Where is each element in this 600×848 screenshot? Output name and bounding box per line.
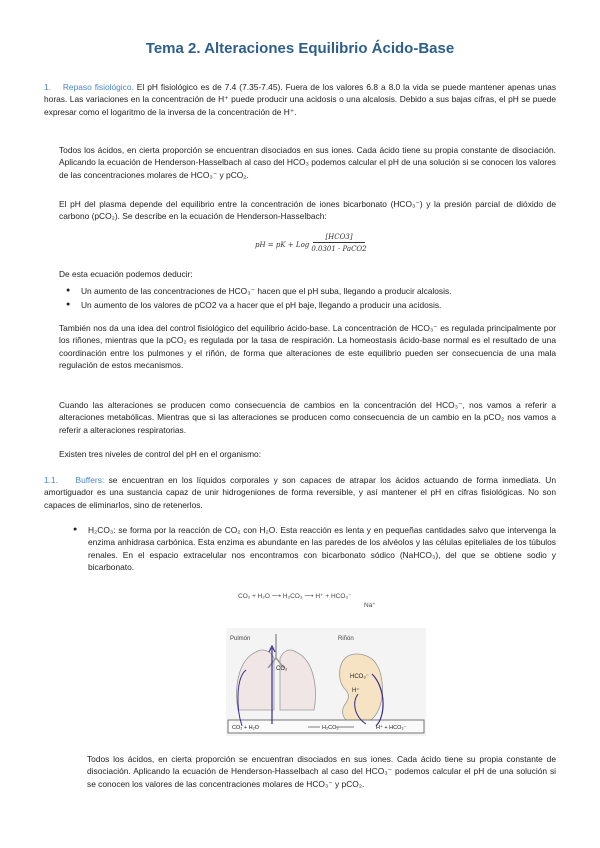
band-left-label: CO₂ + H₂O <box>232 725 260 731</box>
section-1-paragraph <box>44 81 556 118</box>
deduction-list <box>66 285 556 314</box>
reaction-line: CO₂ + H₂O ⟶ H₂CO₃ ⟶ H⁺ + HCO₃⁻ <box>238 593 352 600</box>
kidney-label: Riñón <box>338 636 354 642</box>
buffer-list <box>73 524 556 576</box>
kidney-shape <box>340 654 383 725</box>
co2-label: CO₂ <box>276 666 288 672</box>
list-item: ● Un aumento de las concentraciones de HCO₃⁻ hacen que el pH suba, llegando a producir alcalosis. <box>66 285 556 297</box>
h-label: H⁺ <box>352 688 360 694</box>
lung-kidney-figure <box>226 628 426 736</box>
section-1-text: El pH fisiológico es de 7.4 (7.35-7.45). Fuera de los valores 6.8 a 8.0 la vida se puede mantener apenas unas horas. Las variaciones en la concentración de H⁺ puede producir una acidosis o una alcalosis. Debido a sus bajas cifras, el pH se puede expresar como el logaritmo de la inversa de la concentración de H⁺. <box>44 82 557 117</box>
paragraph-control-fisiologico: También nos da una idea del control fisiológico del equilibrio ácido-base. La concentración de HCO₃⁻ es regulada principalmente por los riñones, mientras que la pCO₂ es regulada por la tasa de respiración. La homeostasis ácido-base normal es el resultado de una coordinación entre los pulmones y el riñón, de forma que alteraciones de este equilibrio pueden ser consecuencia de una mala regulación de estos mecanismos. <box>59 323 556 371</box>
henderson-hasselbach-formula <box>255 232 365 258</box>
page-title: Tema 2. Alteraciones Equilibrio Ácido-Base <box>145 40 455 57</box>
paragraph-plasma-ph: El pH del plasma depende del equilibrio entre la concentración de iones bicarbonato (HCO₃⁻) y la presión parcial de dióxido de carbono (pCO₂). Se describe en la ecuación de Henderson-Hasselbach: <box>59 199 556 222</box>
section-1-1-text: se encuentran en los líquidos corporales y son capaces de atrapar los ácidos actuando de forma inmediata. Un amortiguador es una sustancia capaz de unir hidrogeniones de forma reversible, y así mantener el pH en cifras fisiológicas. No son capaces de eliminarlos, sino de retenerlos. <box>44 475 557 510</box>
hco3-label: HCO₃⁻ <box>350 674 369 680</box>
buffer-text: se forma por la reacción de CO₂ con H₂O. Esta reacción es lenta y en pequeñas cantidades salvo que intervenga la enzima anhidrasa carbónica. Esta enzima es abundante en las paredes de los alvéolos y las células epiteliales de los túbulos renales. En el espacio extracelular nos encontramos con bicarbonato sódico (NaHCO₃), del que se obtiene sodio y bicarbonato. <box>88 525 556 573</box>
lung-label: Pulmón <box>230 636 251 642</box>
reaction-sodium: Na⁺ <box>364 602 376 609</box>
lung-kidney-diagram <box>226 628 426 736</box>
section-1-1-paragraph <box>44 474 556 511</box>
band-mid-label: H₂CO₃ <box>322 725 339 731</box>
formula-denominator: 0.0301 · PaCO2 <box>311 245 367 253</box>
paragraph-niveles: Existen tres niveles de control del pH en el organismo: <box>59 449 262 459</box>
paragraph-disociacion-2: Todos los ácidos, en cierta proporción se encuentran disociados en sus iones. Cada ácido tiene su propia constante de disociación. Aplicando la ecuación de Henderson-Hasselbach al caso del HCO₃⁻ podemos calcular el pH de una solución si se conocen los valores de las concentraciones molares de HCO₃⁻ y pCO₂. <box>87 754 556 789</box>
paragraph-alteraciones: Cuando las alteraciones se producen como consecuencia de cambios en la concentración del HCO₃⁻, nos vamos a referir a alteraciones metabólicas. Mientras que si las alteraciones se producen como consecuencia de un cambio en la pCO₂ nos vamos a referir a alteraciones respiratorias. <box>59 400 556 435</box>
formula-lhs: pH = pK + Log <box>255 241 310 249</box>
formula-numerator: [HCO3] <box>313 232 365 243</box>
section-1-number: 1. <box>44 82 51 92</box>
section-1-heading: Repaso fisiológico. <box>62 82 134 92</box>
paragraph-disociacion: Todos los ácidos, en cierta proporción se encuentran disociados en sus iones. Cada ácido tiene su propia constante de disociación. Aplicando la ecuación de Henderson-Hasselbach al caso del HCO₃ podemos calcular el pH de una solución si se conocen los valores de las concentraciones molares de HCO₃⁻ y pCO₂. <box>59 145 556 180</box>
list-item <box>73 524 556 574</box>
section-1-1-heading: Buffers: <box>75 475 105 485</box>
buffer-term: H₂CO₃: <box>88 525 116 535</box>
section-1-1-number: 1.1. <box>44 475 58 485</box>
reaction-equation <box>238 592 376 610</box>
list-item: ● Un aumento de los valores de pCO2 va a hacer que el pH baje, llegando a producir una acidosis. <box>66 299 556 311</box>
paragraph-deducir: De esta ecuación podemos deducir: <box>59 269 193 279</box>
band-right-label: H⁺ + HCO₃⁻ <box>376 725 407 731</box>
